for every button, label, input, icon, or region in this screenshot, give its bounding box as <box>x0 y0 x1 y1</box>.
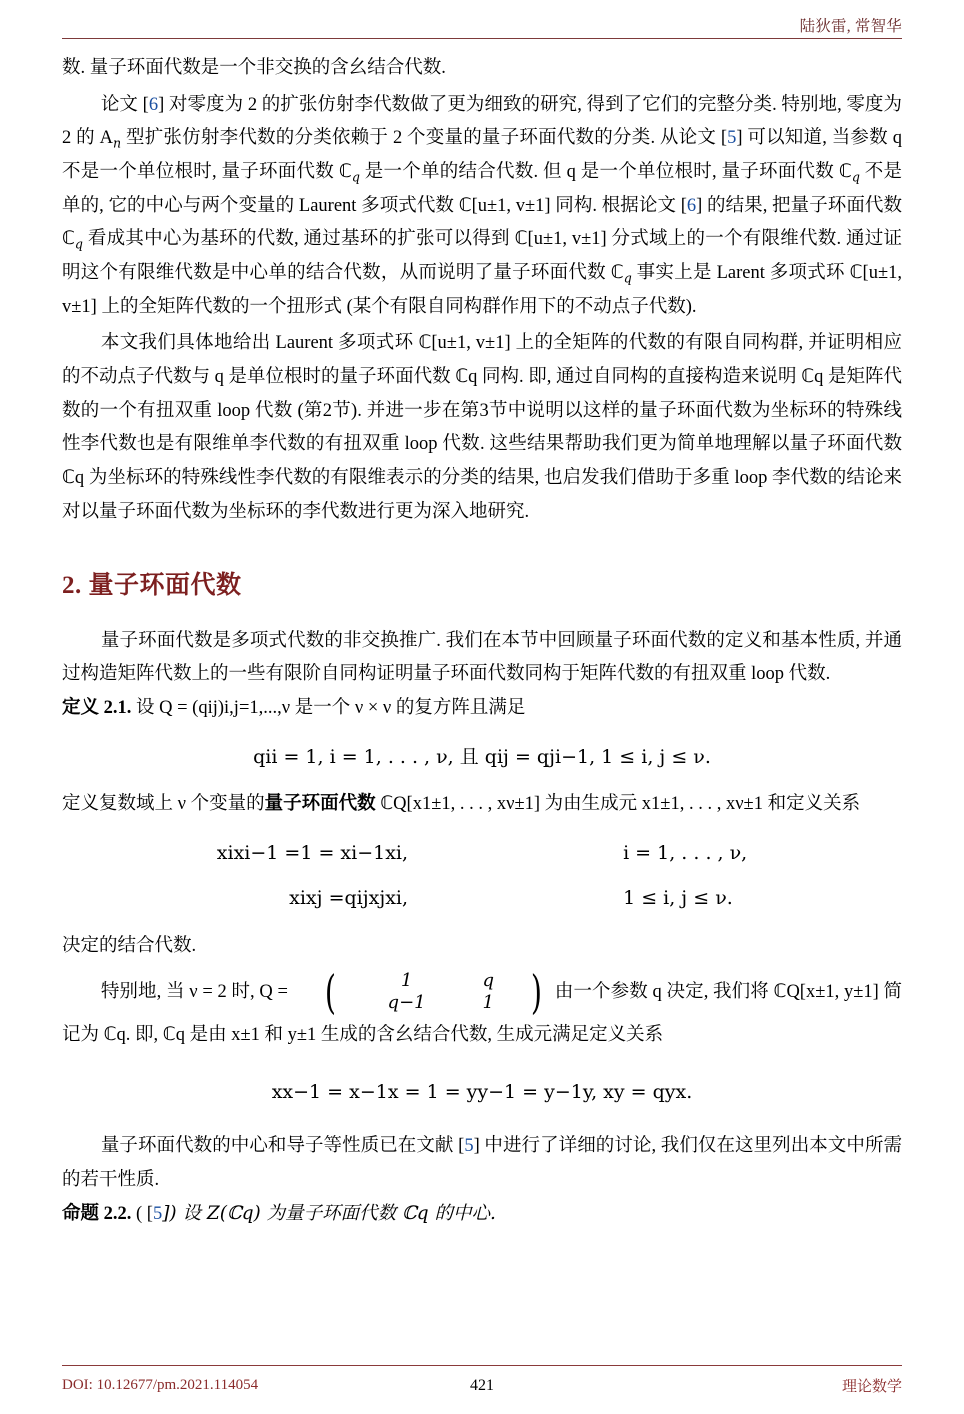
paragraph-6 <box>62 1130 902 1197</box>
equation-3: xx−1 = x−1x = 1 = yy−1 = y−1y, xy = qyx. <box>271 1081 693 1104</box>
paragraph-2 <box>62 327 902 529</box>
citation-link-5c[interactable]: 5 <box>152 1204 163 1225</box>
definition-label: 定义 2.1. <box>62 698 132 718</box>
paragraph-continuation-text: 数. 量子环面代数是一个非交换的含幺结合代数. <box>62 58 446 78</box>
p1-seg-a: 论文 [ <box>100 94 149 115</box>
p1-seg-b: ] 对零度为 2 的扩张仿射李代数做了更为细致的研究, 得到了它们的完整分类. 特别地, 零度为 2 的 A <box>62 94 902 149</box>
p1-subscript-n: n <box>113 136 122 151</box>
paragraph-1: 论文 [6] 对零度为 2 的扩张仿射李代数做了更为细致的研究, 得到了它们的完整分类. 特别地, 零度为 2 的 $A_n$ 型扩张仿射李代数的分类依赖于 2 个变量的量子环面代数的分类. 从论文 [5] 可以知道, 当参数 q 不是一个单位根时, 量子环面代数 ℂ$_q$ 是一个单的结合代数. 但 q 是一个单位根时, 量子环面代数 ℂ$_q$ 不是单的, 它的中心与两个变量的 Laurent 多项式代数 ℂ[u±1, v±1] 同构. 根据论文 [6] 的结果, 把量子环面代数 ℂ$_q$ 看成其中心为基环的代数, 通过基环的扩张可以得到 ℂ[u±1, v±1] 分式域上的一个有限维代数. 通过证明这个有限维代数是中心单的结合代数，从而说明了量子环面代数 ℂ$_q$ 事实上是 Larent 多项式环 ℂ[u±1, v±1] 上的全矩阵代数的一个扭形式 (某个有限自同构群作用下的不动点子代数). <box>62 94 903 317</box>
prop-seg-b: ]) 设 Z(ℂq) 为量子环面代数 ℂq 的中心. <box>162 1203 496 1225</box>
p5-seg-a: 特别地, 当 ν = 2 时, Q = <box>100 981 288 1002</box>
paragraph-4 <box>62 930 902 964</box>
p1-seg-g: ] 的结果, 把量子环面代数 ℂ <box>62 195 902 250</box>
def-seg-1: 定义复数域上 ν 个变量的 <box>62 794 265 815</box>
equation-2-line1-right: i = 1, . . . , ν, <box>623 841 748 864</box>
matrix-left-paren: ( <box>324 964 336 1019</box>
p1-seg-e: 是一个单的结合代数. 但 q 是一个单位根时, 量子环面代数 ℂ <box>359 161 852 182</box>
definition-text: 设 Q = (qij)i,j=1,...,ν 是一个 ν × ν 的复方阵且满足 <box>136 698 526 718</box>
proposition-2-2 <box>62 1197 902 1232</box>
matrix-cell-21: q−1 <box>387 992 426 1014</box>
p1-seg-c: 型扩张仿射李代数的分类依赖于 2 个变量的量子环面代数的分类. 从论文 [ <box>121 128 728 149</box>
equation-2-line2-right: 1 ≤ i, j ≤ ν. <box>623 887 733 910</box>
matrix-Q <box>290 964 553 1019</box>
p1-seg-f: 不是单的, 它的中心与两个变量的 Laurent 多项式代数 ℂ[u±1, v±1] 同构. 根据论文 [ <box>62 161 903 216</box>
citation-link-5b[interactable]: 5 <box>464 1135 474 1156</box>
def-term-bold: 量子环面代数 <box>264 794 376 815</box>
equation-1: qii = 1, i = 1, . . . , ν, 且 qij = qji−1, 1 ≤ i, j ≤ ν. <box>253 745 711 768</box>
paragraph-3-text: 量子环面代数是多项式代数的非交换推广. 我们在本节中回顾量子环面代数的定义和基本性质, 并通过构造矩阵代数上的一些有限阶自同构证明量子环面代数同构于矩阵代数的有扭双重 loop 代数. <box>62 630 902 685</box>
matrix-cell-22: 1 <box>482 992 494 1014</box>
footer-divider <box>62 1365 902 1366</box>
equation-2-block <box>62 836 902 916</box>
citation-link-6a[interactable]: 6 <box>148 94 159 115</box>
definition-continuation <box>62 788 902 822</box>
paragraph-5 <box>62 964 902 1056</box>
paragraph-continuation <box>62 52 902 86</box>
equation-2-line2-left: xixj =qijxjxi, <box>289 887 409 910</box>
p1-seg-h: 看成其中心为基环的代数, 通过基环的扩张可以得到 ℂ[u±1, v±1] 分式域上的一个有限维代数. 通过证明这个有限维代数是中心单的结合代数，从而说明了量子环面代数 ℂ <box>62 229 902 283</box>
equation-2-line1-left: xixi−1 =1 = xi−1xi, <box>216 841 409 864</box>
definition-2-1 <box>62 692 902 726</box>
p1-seg-i: 事实上是 Larent 多项式环 ℂ[u±1, v±1] 上的全矩阵代数的一个扭形式 (某个有限自同构群作用下的不动点子代数). <box>62 262 902 317</box>
def-seg-2: ℂQ[x1±1, . . . , xν±1] 为由生成元 x1±1, . . . , xν±1 和定义关系 <box>375 794 861 815</box>
page-header <box>0 0 964 38</box>
header-divider <box>62 38 902 39</box>
p1-seg-d: ] 可以知道, 当参数 q 不是一个单位根时, 量子环面代数 ℂ <box>62 128 902 182</box>
footer-doi[interactable]: DOI: 10.12677/pm.2021.114054 <box>62 1377 259 1393</box>
section-heading-2: 2. 量子环面代数 <box>62 572 242 600</box>
article-body <box>62 52 902 1232</box>
p6-seg-b: ] 中进行了详细的讨论, 我们仅在这里列出本文中所需的若干性质. <box>62 1135 902 1190</box>
prop-seg-a: ( [ <box>136 1204 153 1225</box>
footer-journal-name: 理论数学 <box>841 1379 902 1395</box>
p6-seg-a: 量子环面代数的中心和导子等性质已在文献 [ <box>100 1135 465 1156</box>
page-footer <box>62 1375 902 1396</box>
matrix-cell-11: 1 <box>400 969 413 991</box>
matrix-right-paren: ) <box>530 964 542 1019</box>
paragraph-4-text: 决定的结合代数. <box>62 936 197 957</box>
paragraph-2-text: 本文我们具体地给出 Laurent 多项式环 ℂ[u±1, v±1] 上的全矩阵的代数的有限自同构群, 并证明相应的不动点子代数与 q 是单位根时的量子环面代数 ℂq 同构. 即, 通过自同构的直接构造来说明 ℂq 是矩阵代数的一个有扭双重 loop 代数 (第2节). 并进一步在第3节中说明以这样的量子环面代数为坐标环的特殊线性李代数也是有限维单李代数的有扭双重 loop 代数. 这些结果帮助我们更为简单地理解以量子环面代数 ℂq 为坐标环的特殊线性李代数的有限维表示的分类的结果, 也启发我们借助于多重 loop 李代数的结论来对以量子环面代数为坐标环的李代数进行更为深入地研究. <box>62 333 902 522</box>
footer-page-number: 421 <box>470 1376 494 1394</box>
p5-seg-b: 由一个参数 q 决定, 我们将 ℂQ[x±1, y±1] 简记为 ℂq. 即, ℂq 是由 x±1 和 y±1 生成的含幺结合代数, 生成元满足定义关系 <box>62 981 902 1045</box>
paragraph-3 <box>62 625 902 692</box>
citation-link-6b[interactable]: 6 <box>686 195 697 216</box>
proposition-label: 命题 2.2. <box>62 1204 132 1225</box>
header-authors: 陆狄雷, 常智华 <box>799 18 902 35</box>
matrix-cell-12: q <box>482 969 494 991</box>
citation-link-5a[interactable]: 5 <box>727 128 737 149</box>
